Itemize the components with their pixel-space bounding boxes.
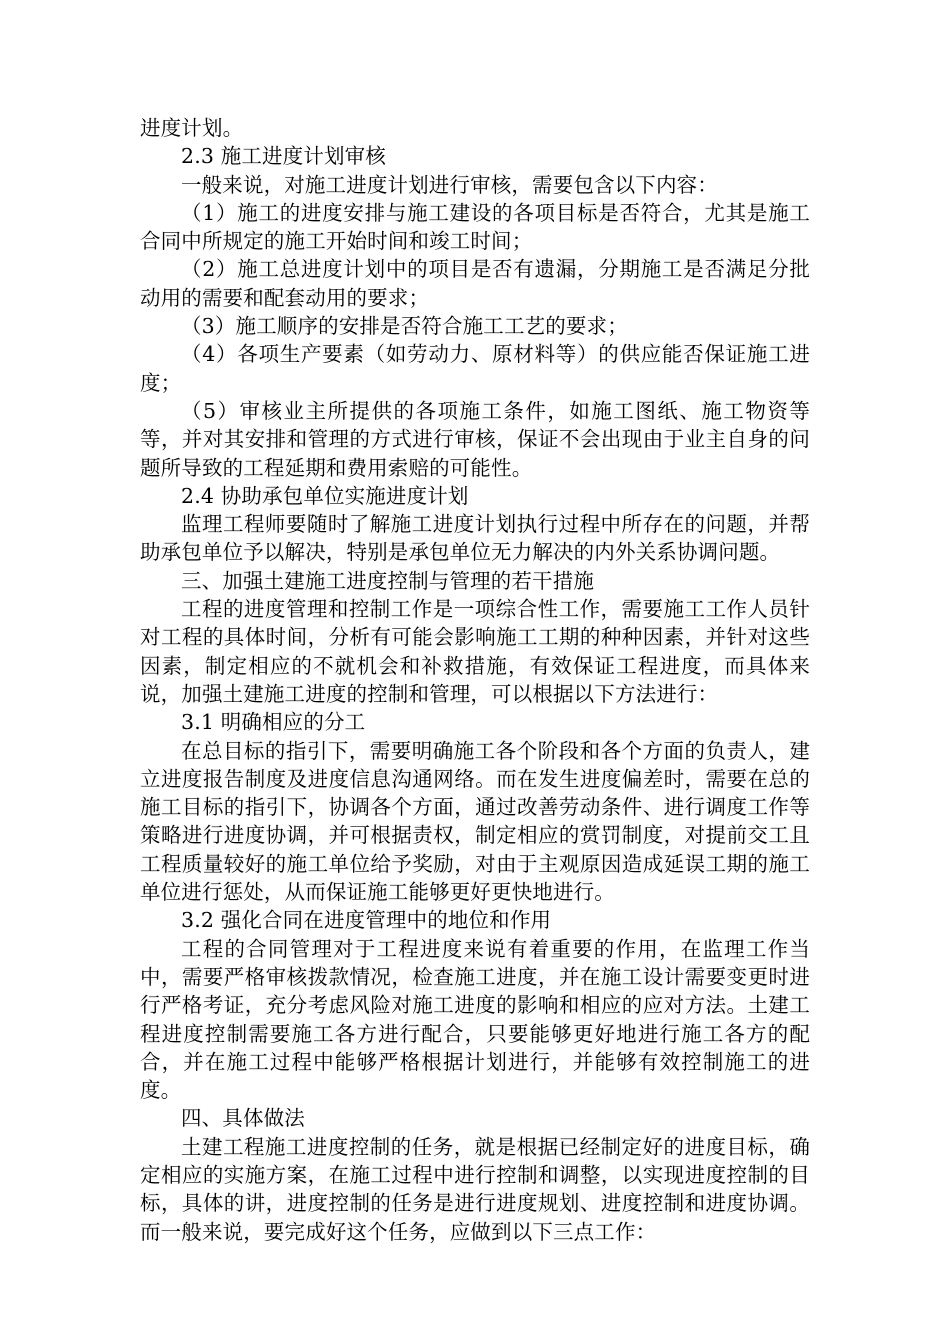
paragraph: 一般来说，对施工进度计划进行审核，需要包含以下内容： [181, 172, 718, 197]
paragraph: 工程的合同管理对于工程进度来说有着重要的作用，在监理工作当中，需要严格审核拨款情况，检查施工进度，并在施工设计需要变更时进行严格考证，充分考虑风险对施工进度的影响和相应的应对方法。土建工程进度控制需要施工各方进行配合，只要能够更好地进行施工各方的配合，并在施工过程中能够严格根据计划进行，并能够有效控制施工的进度。 [140, 936, 810, 1103]
chapter-heading-3: 三、加强土建施工进度控制与管理的若干措施 [181, 568, 594, 593]
list-item-5: （5）审核业主所提供的各项施工条件，如施工图纸、施工物资等等，并对其安排和管理的方式进行审核，保证不会出现由于业主自身的问题所导致的工程延期和费用索赔的可能性。 [140, 398, 810, 480]
section-heading-2-4: 2.4 协助承包单位实施进度计划 [181, 483, 469, 508]
paragraph: 在总目标的指引下，需要明确施工各个阶段和各个方面的负责人，建立进度报告制度及进度信息沟通网络。而在发生进度偏差时，需要在总的施工目标的指引下，协调各个方面，通过改善劳动条件、进行调度工作等策略进行进度协调，并可根据责权，制定相应的赏罚制度，对提前交工且工程质量较好的施工单位给予奖励，对由于主观原因造成延误工期的施工单位进行惩处，从而保证施工能够更好更快地进行。 [140, 738, 810, 905]
paragraph: 工程的进度管理和控制工作是一项综合性工作，需要施工工作人员针对工程的具体时间，分析有可能会影响施工工期的种种因素，并针对这些因素，制定相应的不就机会和补救措施，有效保证工程进度，而具体来说，加强土建施工进度的控制和管理，可以根据以下方法进行： [140, 597, 810, 706]
section-heading-2-3: 2.3 施工进度计划审核 [181, 144, 386, 169]
paragraph: 监理工程师要随时了解施工进度计划执行过程中所存在的问题，并帮助承包单位予以解决，特别是承包单位无力解决的内外关系协调问题。 [140, 512, 810, 565]
section-heading-3-2: 3.2 强化合同在进度管理中的地位和作用 [181, 908, 552, 933]
list-item-4: （4）各项生产要素（如劳动力、原材料等）的供应能否保证施工进度； [140, 342, 810, 395]
paragraph: 土建工程施工进度控制的任务，就是根据已经制定好的进度目标，确定相应的实施方案，在施工过程中进行控制和调整，以实现进度控制的目标，具体的讲，进度控制的任务是进行进度规划、进度控制和进度协调。而一般来说，要完成好这个任务，应做到以下三点工作： [140, 1134, 810, 1244]
paragraph-continuation: 进度计划。 [140, 116, 244, 140]
list-item-2: （2）施工总进度计划中的项目是否有遗漏，分期施工是否满足分批动用的需要和配套动用的要求； [140, 257, 810, 310]
list-item-3: （3）施工顺序的安排是否符合施工工艺的要求； [181, 314, 628, 339]
chapter-heading-4: 四、具体做法 [181, 1106, 305, 1131]
section-heading-3-1: 3.1 明确相应的分工 [181, 710, 366, 735]
document-page [140, 114, 810, 1246]
list-item-1: （1）施工的进度安排与施工建设的各项目标是否符合，尤其是施工合同中所规定的施工开始时间和竣工时间； [140, 200, 810, 254]
